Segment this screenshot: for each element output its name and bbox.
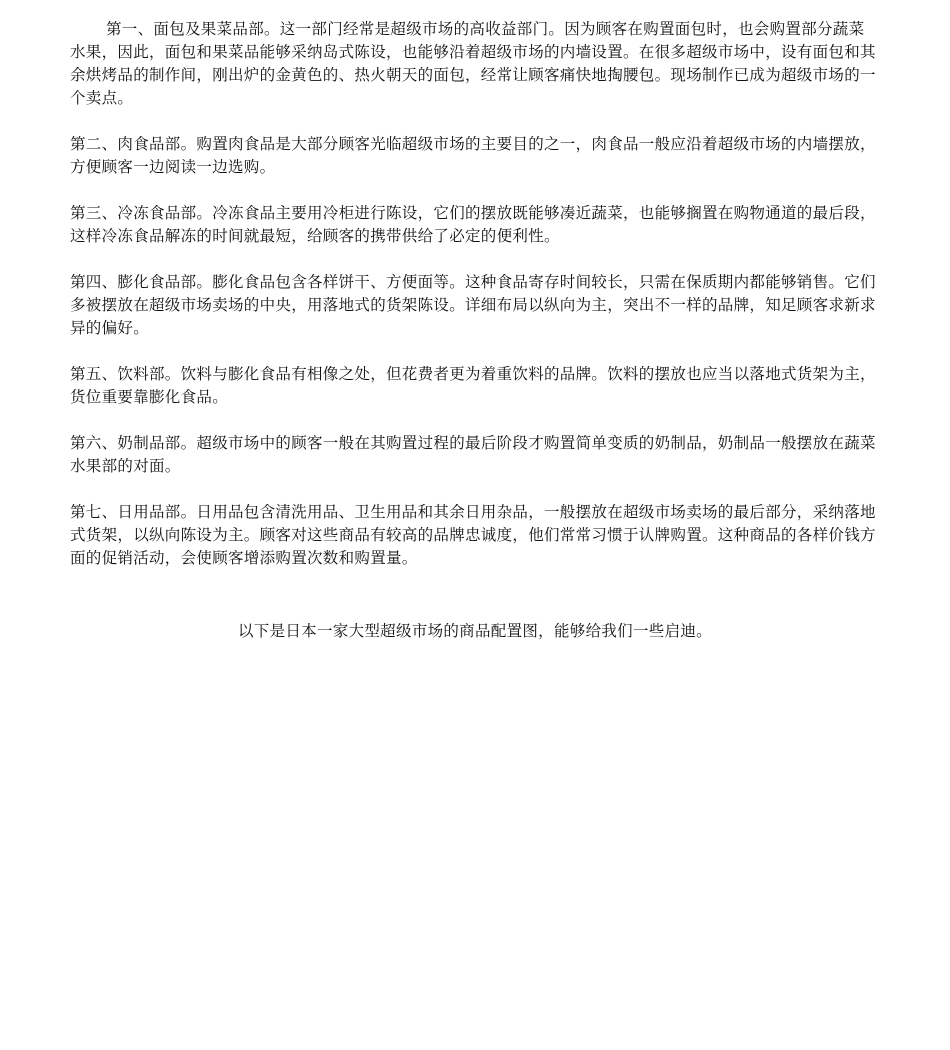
paragraph-dairy: 第六、奶制品部。超级市场中的顾客一般在其购置过程的最后阶段才购置简单变质的奶制品，奶制品一般摆放在蔬菜水果部的对面。 bbox=[70, 434, 876, 475]
paragraph-daily-goods: 第七、日用品部。日用品包含清洗用品、卫生用品和其余日用杂品，一般摆放在超级市场卖场的最后部分，采纳落地式货架，以纵向陈设为主。顾客对这些商品有较高的品牌忠诚度，他们常常习惯于认牌购置。这种商品的各样价钱方面的促销活动，会使顾客增添购置次数和购置量。 bbox=[70, 503, 876, 567]
figure-caption: 以下是日本一家大型超级市场的商品配置图，能够给我们一些启迪。 bbox=[237, 622, 712, 640]
paragraph-meat: 第二、肉食品部。购置肉食品是大部分顾客光临超级市场的主要目的之一，肉食品一般应沿着超级市场的内墙摆放，方便顾客一边阅读一边选购。 bbox=[70, 135, 876, 176]
paragraph-bakery-produce: 第一、面包及果菜品部。这一部门经常是超级市场的高收益部门。因为顾客在购置面包时，也会购置部分蔬菜水果，因此，面包和果菜品能够采纳岛式陈设，也能够沿着超级市场的内墙设置。在很多超级市场中，设有面包和其余烘烤品的制作间，刚出炉的金黄色的、热火朝天的面包，经常让顾客痛快地掏腰包。现场制作已成为超级市场的一个卖点。 bbox=[70, 20, 876, 107]
paragraph-snacks: 第四、膨化食品部。膨化食品包含各样饼干、方便面等。这种食品寄存时间较长，只需在保质期内都能够销售。它们多被摆放在超级市场卖场的中央，用落地式的货架陈设。详细布局以纵向为主，突出不一样的品牌，知足顾客求新求异的偏好。 bbox=[70, 273, 876, 337]
paragraph-frozen: 第三、冷冻食品部。冷冻食品主要用冷柜进行陈设，它们的摆放既能够凑近蔬菜，也能够搁置在购物通道的最后段，这样冷冻食品解冻的时间就最短，给顾客的携带供给了必定的便利性。 bbox=[70, 204, 876, 245]
paragraph-beverages: 第五、饮料部。饮料与膨化食品有相像之处，但花费者更为着重饮料的品牌。饮料的摆放也应当以落地式货架为主，货位重要靠膨化食品。 bbox=[70, 365, 876, 406]
